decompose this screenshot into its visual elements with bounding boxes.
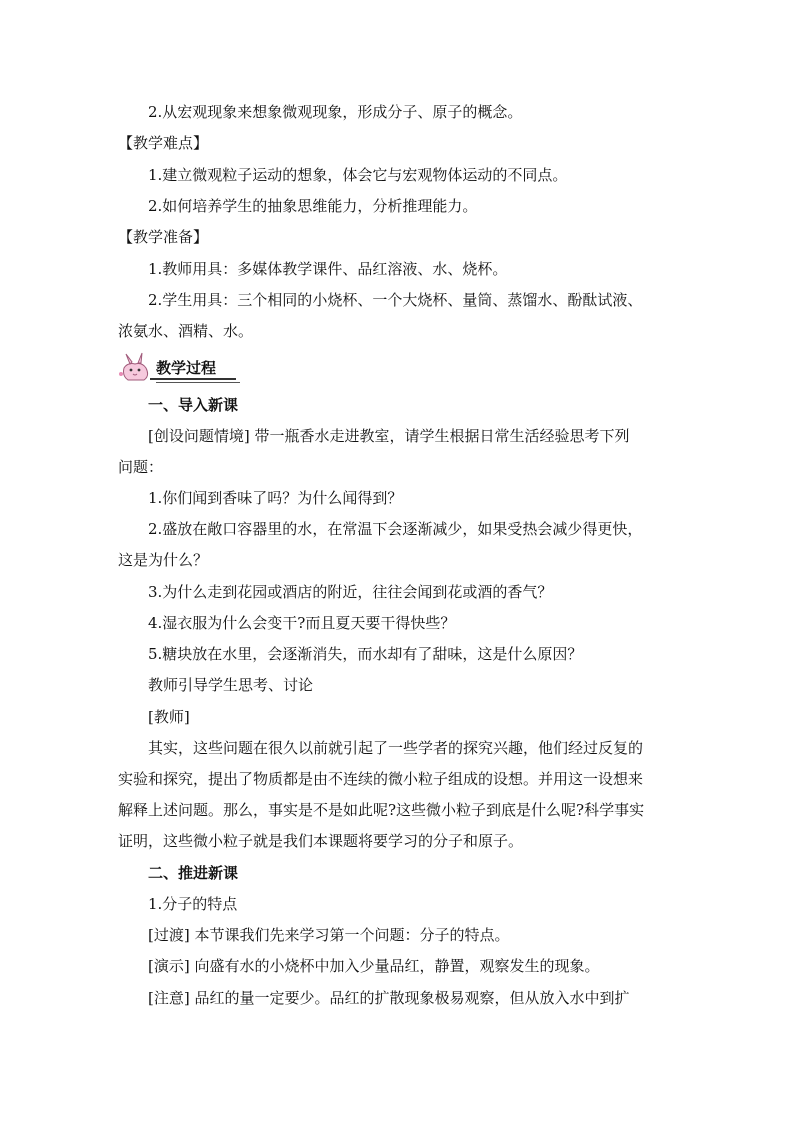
subheading-new-lesson: 二、推进新课 xyxy=(148,864,239,882)
text-line: 2.盛放在敞口容器里的水，在常温下会逐渐减少，如果受热会减少得更快， xyxy=(148,520,643,538)
heading-teaching-difficulty: 【教学难点】 xyxy=(118,134,209,152)
text-line: 2.学生用具：三个相同的小烧杯、一个大烧杯、量筒、蒸馏水、酚酞试液、 xyxy=(148,291,643,309)
text-line: 1.分子的特点 xyxy=(148,895,238,913)
text-line: 实验和探究，提出了物质都是由不连续的微小粒子组成的设想。并用这一设想来 xyxy=(118,770,644,788)
text-line: 5.糖块放在水里，会逐渐消失，而水却有了甜味，这是什么原因？ xyxy=(148,645,583,663)
text-line: 1.你们闻到香味了吗？为什么闻得到？ xyxy=(148,489,403,507)
text-line: 3.为什么走到花园或酒店的附近，往往会闻到花或酒的香气？ xyxy=(148,583,553,601)
text-line: 4.湿衣服为什么会变干?而且夏天要干得快些？ xyxy=(148,614,456,632)
text-line: [创设问题情境] 带一瓶香水走进教室，请学生根据日常生活经验思考下列 xyxy=(148,427,630,445)
text-line: 其实，这些问题在很久以前就引起了一些学者的探究兴趣，他们经过反复的 xyxy=(148,739,644,757)
text-line: 1.教师用具：多媒体教学课件、品红溶液、水、烧杯。 xyxy=(148,260,508,278)
text-line: 2.如何培养学生的抽象思维能力，分析推理能力。 xyxy=(148,197,478,215)
text-line: [演示] 向盛有水的小烧杯中加入少量品红，静置，观察发生的现象。 xyxy=(148,957,600,975)
text-line: [注意] 品红的量一定要少。品红的扩散现象极易观察，但从放入水中到扩 xyxy=(148,989,630,1007)
text-line: 浓氨水、酒精、水。 xyxy=(118,322,254,340)
bunny-mascot-icon xyxy=(118,352,152,382)
text-line: 问题： xyxy=(118,458,164,476)
text-line: 教师引导学生思考、讨论 xyxy=(148,676,314,694)
text-line: 这是为什么？ xyxy=(118,551,209,569)
text-line: 2.从宏观现象来想象微观现象，形成分子、原子的概念。 xyxy=(148,103,523,121)
text-line: [过渡] 本节课我们先来学习第一个问题：分子的特点。 xyxy=(148,926,510,944)
section-heading: 教学过程 xyxy=(156,359,217,377)
text-line: 解释上述问题。那么，事实是不是如此呢?这些微小粒子到底是什么呢?科学事实 xyxy=(118,801,645,819)
subheading-introduction: 一、导入新课 xyxy=(148,396,239,414)
text-line: [教师] xyxy=(148,708,190,726)
text-line: 1.建立微观粒子运动的想象，体会它与宏观物体运动的不同点。 xyxy=(148,166,568,184)
text-line: 证明，这些微小粒子就是我们本课题将要学习的分子和原子。 xyxy=(118,832,524,850)
heading-teaching-preparation: 【教学准备】 xyxy=(118,228,209,246)
